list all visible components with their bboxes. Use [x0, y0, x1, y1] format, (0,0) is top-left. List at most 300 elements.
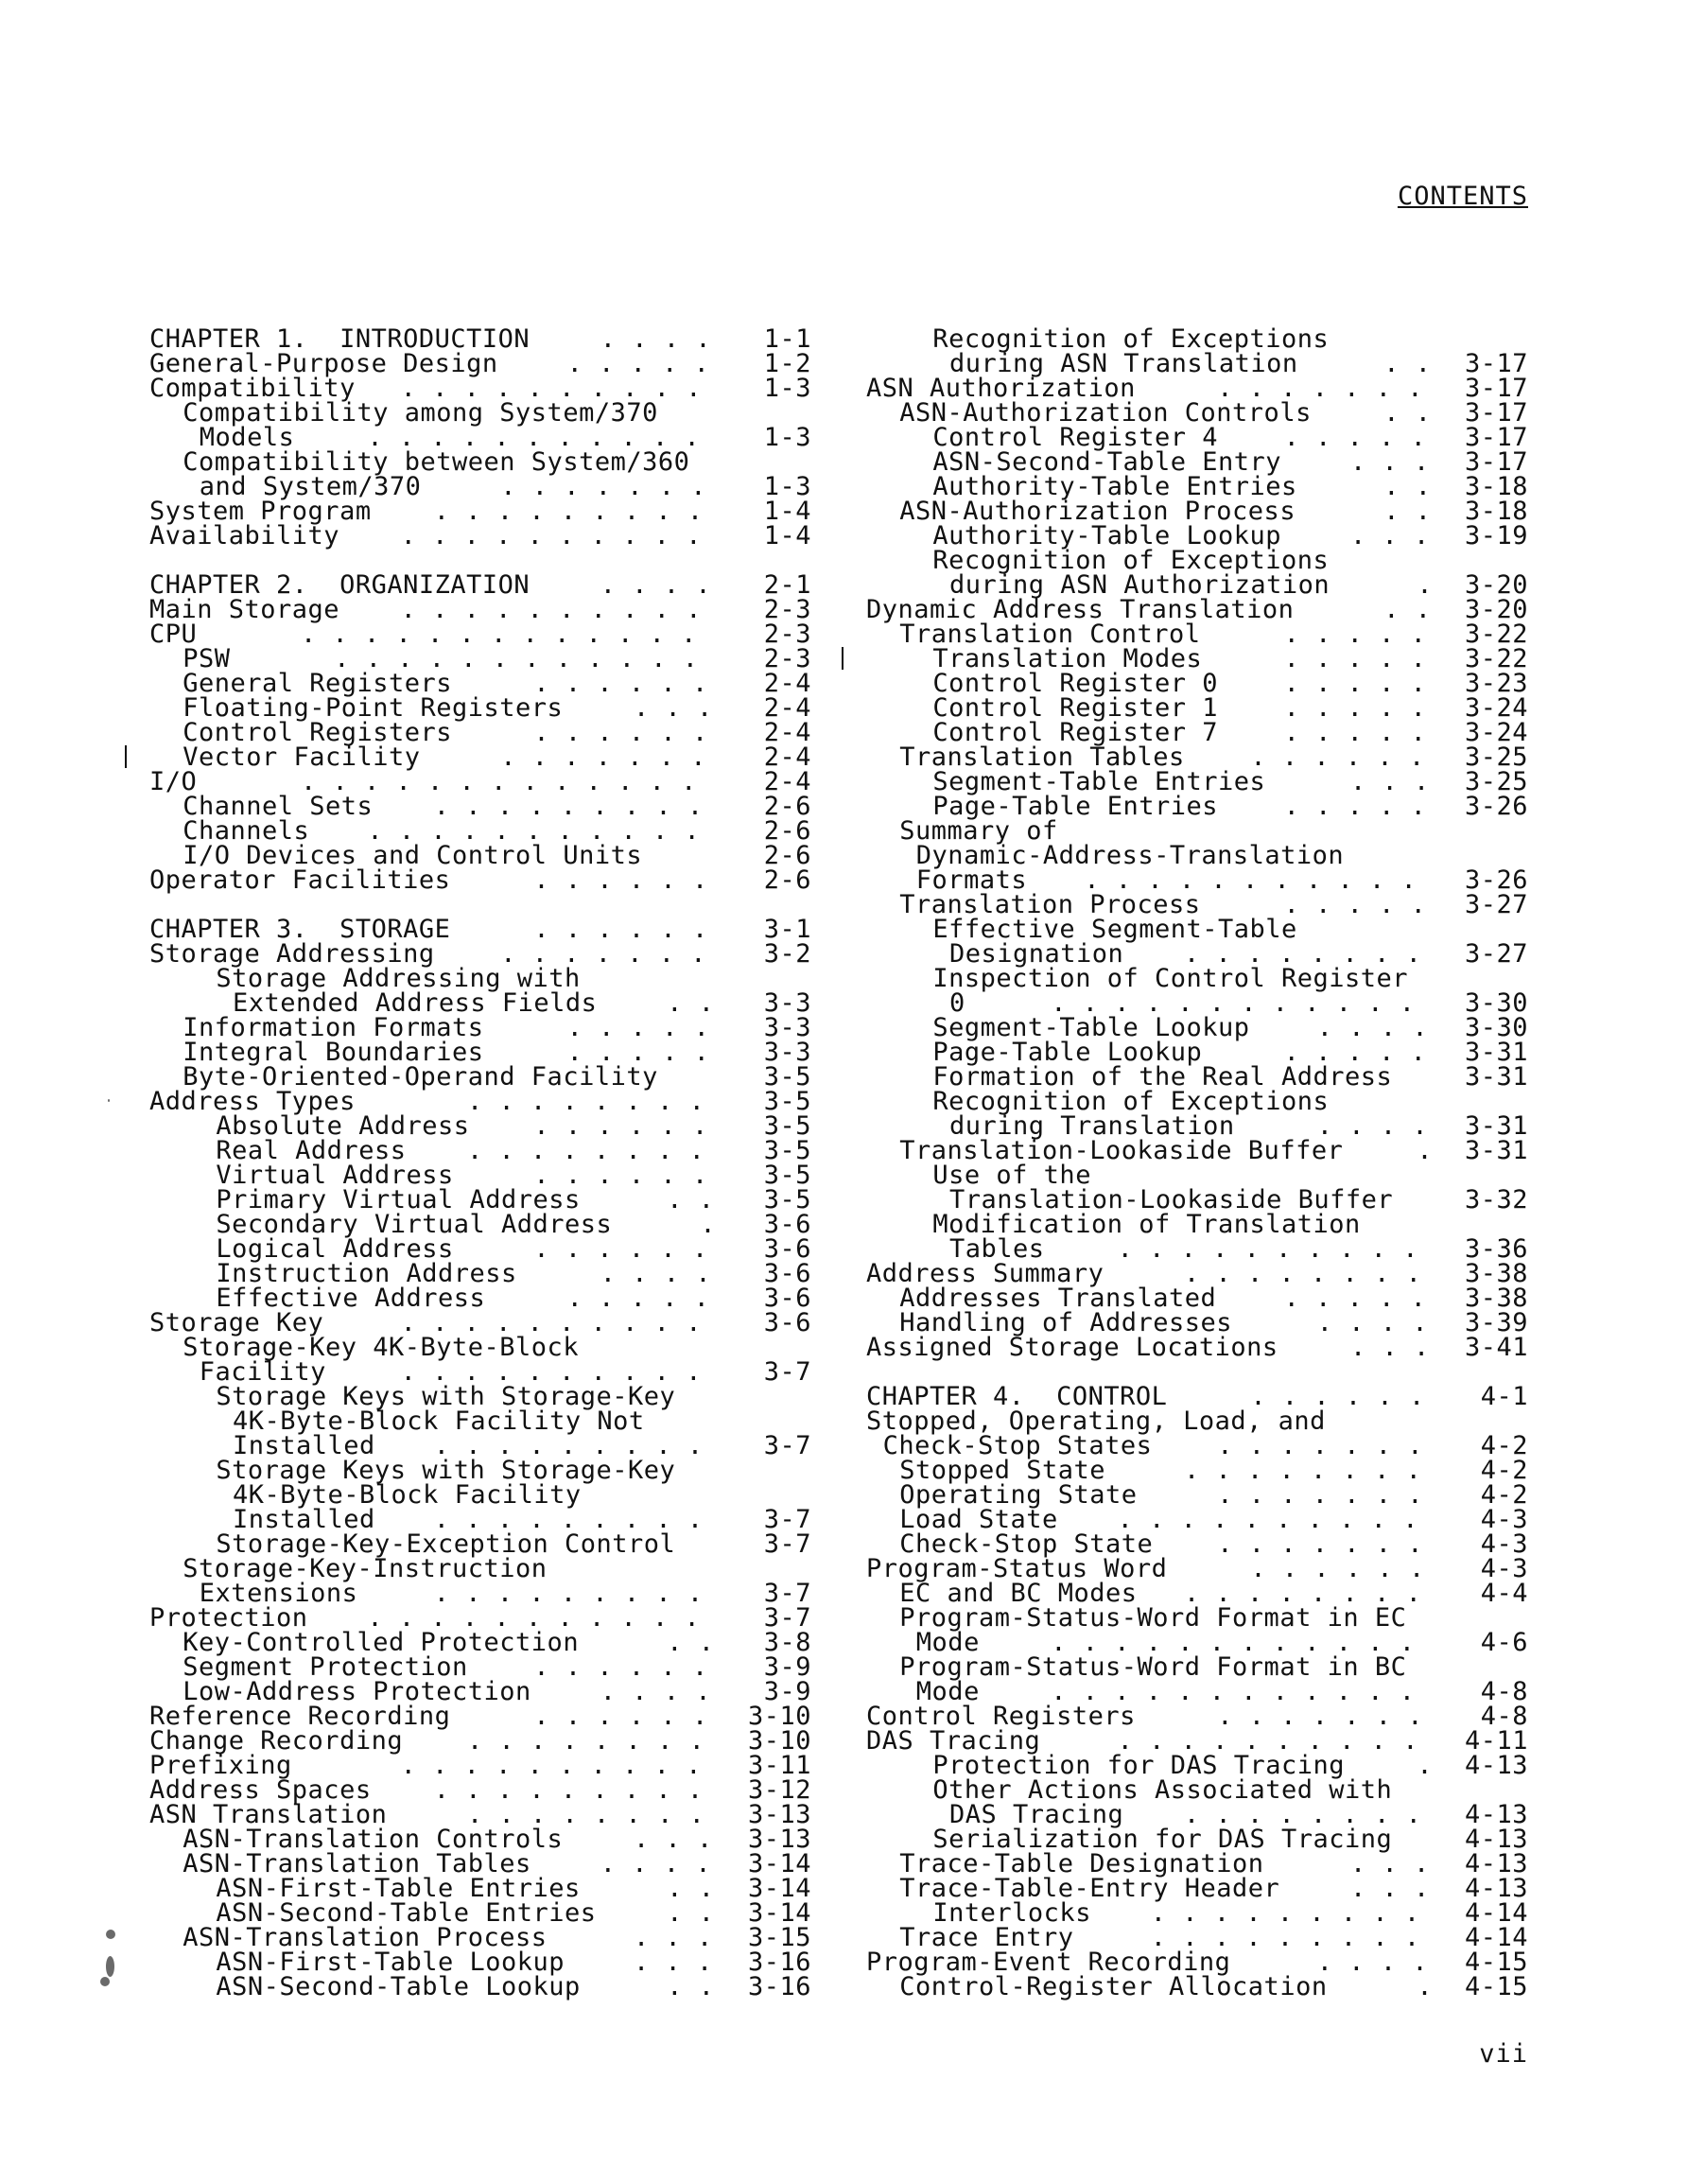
toc-leader-dots: . . . . . . . — [1217, 1529, 1424, 1559]
toc-entry-title: Integral Boundaries — [183, 1038, 484, 1067]
toc-entry-title: Check-Stop States — [882, 1431, 1153, 1460]
toc-entry-title: ASN-Authorization Process — [899, 497, 1296, 526]
toc-entry-title: Control-Register Allocation — [899, 1972, 1328, 2001]
toc-page-number: 3-7 — [763, 1357, 811, 1387]
toc-leader-dots: . . . . . . . . — [1184, 1800, 1422, 1829]
toc-entry-title: Storage-Key 4K-Byte-Block — [183, 1333, 580, 1362]
toc-page-number: 4-14 — [1464, 1923, 1528, 1952]
toc-page-number: 3-6 — [763, 1210, 811, 1239]
toc-page-number: 4-2 — [1480, 1431, 1528, 1460]
toc-entry-title: Control Registers — [183, 718, 453, 747]
toc-entry-title: ASN-Authorization Controls — [899, 398, 1312, 428]
toc-page-number: 1-3 — [763, 472, 811, 501]
toc-page-number: 3-32 — [1464, 1185, 1528, 1214]
toc-page-number: 3-6 — [763, 1259, 811, 1288]
toc-entry-title: Translation-Lookaside Buffer — [899, 1136, 1344, 1165]
toc-leader-dots: . — [1417, 1972, 1434, 2001]
toc-page-number: 3-36 — [1464, 1234, 1528, 1264]
toc-leader-dots: . . . — [1350, 1874, 1430, 1903]
toc-leader-dots: . . . . . . . . . . . . — [334, 644, 699, 673]
toc-leader-dots: . . . — [634, 1825, 713, 1854]
toc-entry-title: DAS Tracing — [866, 1726, 1041, 1756]
toc-entry-title: Extensions — [199, 1579, 358, 1608]
toc-entry-title: Segment-Table Entries — [932, 767, 1266, 796]
toc-entry-title: Formation of the Real Address — [932, 1062, 1393, 1092]
toc-entry-title: Address Spaces — [149, 1775, 372, 1805]
toc-page-number: 3-3 — [763, 1038, 811, 1067]
toc-leader-dots: . . . . — [1316, 1948, 1429, 1977]
toc-page-number: 3-20 — [1464, 570, 1528, 600]
toc-page-number: 3-24 — [1464, 693, 1528, 723]
toc-leader-dots: . . . . . . . — [500, 939, 707, 969]
toc-leader-dots: . . . . . . — [533, 1111, 708, 1141]
toc-page-number: 2-6 — [763, 816, 811, 846]
toc-entry-title: Interlocks — [932, 1898, 1091, 1928]
revision-change-bar — [842, 647, 844, 670]
toc-entry-title: Authority-Table Entries — [932, 472, 1297, 501]
toc-leader-dots: . . . . — [1316, 1013, 1429, 1042]
toc-entry-title: Compatibility between System/360 — [183, 447, 690, 477]
toc-leader-dots: . . . . . . . . — [467, 1800, 705, 1829]
toc-entry-title: Modification of Translation — [932, 1210, 1361, 1239]
toc-leader-dots: . . . . . — [1283, 718, 1427, 747]
toc-entry-title: Operating State — [899, 1480, 1138, 1510]
toc-leader-dots: . . . — [634, 1923, 713, 1952]
toc-leader-dots: . . . . . . . . . . . — [367, 423, 701, 452]
toc-right-column — [866, 324, 1528, 2001]
toc-page-number: 3-23 — [1464, 669, 1528, 698]
toc-leader-dots: . . . . . . . . . . . — [1084, 865, 1417, 895]
toc-page-number: 3-5 — [763, 1062, 811, 1092]
toc-leader-dots: . . . . . . . — [500, 743, 707, 772]
toc-page-number: 3-17 — [1464, 349, 1528, 378]
toc-page-number: 3-17 — [1464, 374, 1528, 403]
toc-entry-title: Main Storage — [149, 595, 340, 624]
toc-page-number: 3-5 — [763, 1111, 811, 1141]
toc-page-number: 4-4 — [1480, 1579, 1528, 1608]
toc-leader-dots: . . . . . . . . . . — [400, 1308, 702, 1337]
toc-page-number: 2-3 — [763, 644, 811, 673]
toc-page-number: 4-15 — [1464, 1948, 1528, 1977]
toc-entry-title: during ASN Authorization — [949, 570, 1330, 600]
toc-page-number: 4-13 — [1464, 1874, 1528, 1903]
toc-entry-title: Recognition of Exceptions — [932, 324, 1330, 354]
toc-leader-dots: . . . . . . . . — [1184, 1456, 1422, 1485]
toc-page-number: 3-31 — [1464, 1038, 1528, 1067]
toc-page-number: 3-1 — [763, 915, 811, 944]
toc-entry-title: Translation Control — [899, 620, 1201, 649]
toc-page-number: 4-8 — [1480, 1702, 1528, 1731]
toc-page-number: 4-1 — [1480, 1382, 1528, 1411]
toc-page-number: 4-3 — [1480, 1529, 1528, 1559]
toc-leader-dots: . . . . . . . . . . — [1117, 1234, 1418, 1264]
toc-entry-title: CHAPTER 3. STORAGE — [149, 915, 451, 944]
toc-leader-dots: . . . . — [600, 324, 712, 354]
toc-page-number: 3-6 — [763, 1234, 811, 1264]
toc-left-column — [149, 324, 811, 2001]
toc-page-number: 3-10 — [747, 1726, 811, 1756]
toc-entry-title: Storage Keys with Storage-Key — [216, 1456, 676, 1485]
toc-entry — [866, 1972, 1528, 2001]
toc-page-number: 2-4 — [763, 693, 811, 723]
toc-page-number: 4-15 — [1464, 1972, 1528, 2001]
toc-page-number: 3-2 — [763, 939, 811, 969]
toc-entry-title: CHAPTER 1. INTRODUCTION — [149, 324, 530, 354]
toc-entry-title: Translation Tables — [899, 743, 1185, 772]
toc-leader-dots: . . . — [1350, 1849, 1430, 1878]
toc-page-number: 2-4 — [763, 743, 811, 772]
toc-page-number: 3-14 — [747, 1849, 811, 1878]
toc-page-number: 3-17 — [1464, 447, 1528, 477]
toc-entry-title: Check-Stop State — [899, 1529, 1154, 1559]
toc-entry-title: Effective Segment-Table — [932, 915, 1297, 944]
toc-leader-dots: . . . . . — [1283, 620, 1427, 649]
toc-leader-dots: . . . . . — [1283, 693, 1427, 723]
page-number: vii — [1479, 2039, 1528, 2069]
toc-leader-dots: . . . . . . . . . — [433, 1579, 704, 1608]
toc-page-number: 2-6 — [763, 841, 811, 870]
toc-leader-dots: . . . . . . — [533, 718, 708, 747]
toc-entry-title: Protection for DAS Tracing — [932, 1751, 1346, 1780]
toc-leader-dots: . . . . — [600, 1259, 712, 1288]
toc-entry-title: Logical Address — [216, 1234, 454, 1264]
toc-page-number: 3-22 — [1464, 620, 1528, 649]
toc-entry-title: PSW — [183, 644, 231, 673]
toc-leader-dots: . . — [1383, 349, 1432, 378]
toc-leader-dots: . . . . . . — [533, 669, 708, 698]
toc-entry-title: Dynamic-Address-Translation — [915, 841, 1345, 870]
toc-page-number: 3-7 — [763, 1603, 811, 1633]
toc-leader-dots: . . . . . . . . — [1184, 939, 1422, 969]
toc-entry — [866, 1333, 1528, 1362]
toc-leader-dots: . . . . . . — [533, 1234, 708, 1264]
toc-leader-dots: . . — [1383, 497, 1432, 526]
toc-page-number: 2-4 — [763, 669, 811, 698]
toc-entry-title: ASN-Second-Table Entry — [932, 447, 1282, 477]
toc-entry-title: during Translation — [949, 1111, 1235, 1141]
toc-page-number: 3-31 — [1464, 1111, 1528, 1141]
toc-leader-dots: . . . . . . . . . . — [400, 1751, 702, 1780]
toc-leader-dots: . . — [667, 1874, 715, 1903]
toc-leader-dots: . . . . — [1316, 1308, 1429, 1337]
toc-leader-dots: . . . . . . . . — [467, 1726, 705, 1756]
toc-leader-dots: . . . . . . . . . — [1150, 1923, 1420, 1952]
revision-change-bar — [125, 745, 127, 768]
toc-leader-dots: . . . . . — [1283, 1038, 1427, 1067]
toc-page-number: 2-6 — [763, 865, 811, 895]
toc-leader-dots: . . . — [1350, 521, 1430, 550]
toc-page-number: 3-24 — [1464, 718, 1528, 747]
toc-page-number: 1-4 — [763, 521, 811, 550]
toc-entry-title: ASN Translation — [149, 1800, 388, 1829]
toc-entry-title: Low-Address Protection — [183, 1677, 531, 1706]
toc-entry-title: Program-Status-Word Format in BC — [899, 1652, 1407, 1682]
toc-page-number: 3-13 — [747, 1800, 811, 1829]
toc-page-number: 2-6 — [763, 792, 811, 821]
toc-page-number: 1-2 — [763, 349, 811, 378]
toc-leader-dots: . — [1417, 1751, 1434, 1780]
toc-page-number: 3-38 — [1464, 1284, 1528, 1313]
toc-leader-dots: . . . . . . . — [1217, 1431, 1424, 1460]
toc-page-number: 2-1 — [763, 570, 811, 600]
toc-entry-title: Formats — [915, 865, 1028, 895]
toc-entry-title: ASN-Translation Process — [183, 1923, 548, 1952]
toc-leader-dots: . . — [1383, 472, 1432, 501]
toc-page-number: 4-14 — [1464, 1898, 1528, 1928]
toc-entry-title: Trace-Table Designation — [899, 1849, 1264, 1878]
toc-leader-dots: . . . . . . . . . . — [1117, 1726, 1418, 1756]
toc-page-number: 4-13 — [1464, 1751, 1528, 1780]
toc-page-number: 1-3 — [763, 374, 811, 403]
toc-leader-dots: . . — [667, 1185, 715, 1214]
toc-leader-dots: . . . . . — [1283, 423, 1427, 452]
toc-entry-title: Prefixing — [149, 1751, 292, 1780]
toc-page-number: 4-13 — [1464, 1849, 1528, 1878]
toc-page-number: 3-18 — [1464, 472, 1528, 501]
toc-entry — [149, 521, 811, 550]
toc-page-number: 4-2 — [1480, 1456, 1528, 1485]
toc-leader-dots: . — [1417, 570, 1434, 600]
toc-entry-title: Trace-Table-Entry Header — [899, 1874, 1280, 1903]
toc-entry-title: Storage-Key-Instruction — [183, 1554, 548, 1583]
toc-page-number: 4-2 — [1480, 1480, 1528, 1510]
toc-leader-dots: . . — [667, 988, 715, 1018]
toc-entry-title: Vector Facility — [183, 743, 421, 772]
toc-entry-title: ASN-Translation Controls — [183, 1825, 564, 1854]
toc-page-number: 3-16 — [747, 1972, 811, 2001]
toc-page-number: 3-3 — [763, 1013, 811, 1042]
toc-leader-dots: . . . . . . . . . . — [1117, 1505, 1418, 1534]
toc-leader-dots: . . . . . . . . — [1184, 1579, 1422, 1608]
toc-entry-title: Segment-Table Lookup — [932, 1013, 1250, 1042]
toc-leader-dots: . . . . . . . . . — [433, 1505, 704, 1534]
toc-entry-title: ASN-First-Table Lookup — [216, 1948, 565, 1977]
toc-entry-title: Virtual Address — [216, 1161, 454, 1190]
toc-entry-title: Storage Key — [149, 1308, 324, 1337]
toc-entry-title: Protection — [149, 1603, 308, 1633]
toc-leader-dots: . . . . — [600, 1677, 712, 1706]
toc-entry-title: Mode — [915, 1677, 980, 1706]
toc-entry-title: Address Summary — [866, 1259, 1104, 1288]
toc-entry-title: Control Register 7 — [932, 718, 1218, 747]
toc-leader-dots: . . — [667, 1628, 715, 1657]
toc-entry-title: Primary Virtual Address — [216, 1185, 581, 1214]
toc-entry-title: CPU — [149, 620, 198, 649]
toc-page-number: 4-13 — [1464, 1825, 1528, 1854]
toc-entry-title: Summary of — [899, 816, 1058, 846]
toc-leader-dots: . . . — [1350, 767, 1430, 796]
toc-leader-dots: . . . . . . . . . . . — [367, 1603, 701, 1633]
toc-entry-title: Recognition of Exceptions — [932, 1087, 1330, 1116]
toc-page-number: 3-15 — [747, 1923, 811, 1952]
scan-speck — [106, 1930, 115, 1939]
toc-page-number: 3-20 — [1464, 595, 1528, 624]
toc-entry-title: Page-Table Entries — [932, 792, 1218, 821]
toc-entry-title: Storage Addressing with — [216, 964, 581, 993]
toc-entry-title: Installed — [233, 1505, 375, 1534]
toc-entry-title: Reference Recording — [149, 1702, 451, 1731]
toc-entry-title: Key-Controlled Protection — [183, 1628, 580, 1657]
toc-leader-dots: . . . . . — [1283, 1284, 1427, 1313]
toc-page-number: 3-31 — [1464, 1136, 1528, 1165]
toc-leader-dots: . . . . . . . . . . — [400, 1357, 702, 1387]
toc-page-number: 3-25 — [1464, 743, 1528, 772]
toc-page-number: 1-1 — [763, 324, 811, 354]
toc-entry-title: Stopped, Operating, Load, and — [866, 1406, 1326, 1436]
toc-entry-title: Handling of Addresses — [899, 1308, 1233, 1337]
toc-leader-dots: . . . . . . . . . . . . — [1051, 1677, 1416, 1706]
toc-entry-title: Storage Keys with Storage-Key — [216, 1382, 676, 1411]
toc-page-number: 3-38 — [1464, 1259, 1528, 1288]
toc-leader-dots: . . . . . . — [533, 915, 708, 944]
toc-entry-title: Designation — [949, 939, 1124, 969]
toc-leader-dots: . . . . . . — [533, 1702, 708, 1731]
toc-entry-title: I/O — [149, 767, 198, 796]
toc-leader-dots: . . . . . . . . . . — [400, 595, 702, 624]
toc-leader-dots: . . — [667, 1972, 715, 2001]
toc-page-number: 3-27 — [1464, 939, 1528, 969]
toc-entry-title: ASN-First-Table Entries — [216, 1874, 581, 1903]
toc-entry-title: Load State — [899, 1505, 1058, 1534]
toc-leader-dots: . . . . . . . . . — [433, 792, 704, 821]
toc-page-number: 3-26 — [1464, 865, 1528, 895]
toc-entry-title: Secondary Virtual Address — [216, 1210, 613, 1239]
toc-entry-title: Byte-Oriented-Operand Facility — [183, 1062, 658, 1092]
toc-entry-title: Mode — [915, 1628, 980, 1657]
toc-entry-title: Segment Protection — [183, 1652, 468, 1682]
toc-leader-dots: . . . . . . . . . . — [400, 521, 702, 550]
toc-entry-title: EC and BC Modes — [899, 1579, 1138, 1608]
toc-entry-title: Use of the — [932, 1161, 1091, 1190]
toc-leader-dots: . . . — [1350, 447, 1430, 477]
toc-entry-title: Page-Table Lookup — [932, 1038, 1203, 1067]
toc-entry-title: Translation-Lookaside Buffer — [949, 1185, 1394, 1214]
toc-page-number: 3-5 — [763, 1087, 811, 1116]
toc-leader-dots: . . . . . . — [1250, 1554, 1425, 1583]
toc-leader-dots: . — [700, 1210, 717, 1239]
toc-page-number: 3-14 — [747, 1898, 811, 1928]
toc-entry-title: Availability — [149, 521, 340, 550]
toc-page-number: 3-12 — [747, 1775, 811, 1805]
toc-leader-dots: . . . . . — [566, 1013, 710, 1042]
toc-leader-dots: . . . . . . . . — [467, 1136, 705, 1165]
toc-entry-title: Program-Event Recording — [866, 1948, 1231, 1977]
toc-entry-title: Address Types — [149, 1087, 356, 1116]
toc-entry-title: Control Register 0 — [932, 669, 1218, 698]
toc-leader-dots: . . . . . . . . . — [433, 1431, 704, 1460]
toc-entry-title: ASN-Second-Table Lookup — [216, 1972, 581, 2001]
toc-leader-dots: . . . . . . — [1250, 1382, 1425, 1411]
toc-page-number: 2-3 — [763, 620, 811, 649]
toc-entry — [149, 1972, 811, 2001]
toc-entry-title: General-Purpose Design — [149, 349, 498, 378]
toc-entry-title: Dynamic Address Translation — [866, 595, 1295, 624]
toc-leader-dots: . . . . . . . — [500, 472, 707, 501]
toc-page-number: 3-14 — [747, 1874, 811, 1903]
toc-leader-dots: . . . . . . . . . — [433, 497, 704, 526]
toc-page-number: 3-22 — [1464, 644, 1528, 673]
toc-leader-dots: . . — [1383, 595, 1432, 624]
toc-page-number: 2-4 — [763, 767, 811, 796]
toc-leader-dots: . . . . — [600, 570, 712, 600]
toc-entry-title: ASN-Second-Table Entries — [216, 1898, 597, 1928]
toc-page-number: 3-6 — [763, 1284, 811, 1313]
toc-page-number: 3-6 — [763, 1308, 811, 1337]
toc-entry-title: ASN Authorization — [866, 374, 1136, 403]
toc-leader-dots: . . . . . . . — [1217, 1702, 1424, 1731]
toc-leader-dots: . . . . . . . . — [467, 1087, 705, 1116]
toc-leader-dots: . . . . . — [566, 1284, 710, 1313]
toc-leader-dots: . . . . . . . . . — [433, 1775, 704, 1805]
toc-entry-title: General Registers — [183, 669, 453, 698]
toc-entry-title: Information Formats — [183, 1013, 484, 1042]
toc-entry-title: Storage Addressing — [149, 939, 435, 969]
toc-entry-title: CHAPTER 4. CONTROL — [866, 1382, 1168, 1411]
toc-entry-title: during ASN Translation — [949, 349, 1298, 378]
toc-page-number: 4-3 — [1480, 1505, 1528, 1534]
toc-leader-dots: . . . . . . . . . . . . — [1051, 988, 1416, 1018]
toc-entry-title: Floating-Point Registers — [183, 693, 564, 723]
toc-entry-title: Stopped State — [899, 1456, 1106, 1485]
toc-entry-title: Addresses Translated — [899, 1284, 1217, 1313]
toc-leader-dots: . . . . . . — [533, 865, 708, 895]
toc-leader-dots: . . . . . . . . . . — [400, 374, 702, 403]
toc-page-number: 3-10 — [747, 1702, 811, 1731]
toc-page-number: 3-7 — [763, 1579, 811, 1608]
toc-page-number: 3-9 — [763, 1652, 811, 1682]
toc-entry-title: Facility — [199, 1357, 326, 1387]
toc-page-number: 3-7 — [763, 1529, 811, 1559]
toc-page-number: 3-7 — [763, 1431, 811, 1460]
toc-leader-dots: . . . . . . . — [1217, 374, 1424, 403]
toc-page-number: 3-39 — [1464, 1308, 1528, 1337]
toc-page-number: 3-5 — [763, 1136, 811, 1165]
toc-entry-title: Translation Modes — [932, 644, 1203, 673]
toc-leader-dots: . . . . . . . — [1217, 1480, 1424, 1510]
toc-page-number: 3-30 — [1464, 988, 1528, 1018]
toc-leader-dots: . . . — [634, 693, 713, 723]
toc-leader-dots: . . . . . . . . — [1184, 1259, 1422, 1288]
toc-leader-dots: . . . — [634, 1948, 713, 1977]
scan-speck — [100, 1977, 110, 1986]
toc-entry-title: Storage-Key-Exception Control — [216, 1529, 676, 1559]
toc-page-number: 3-5 — [763, 1161, 811, 1190]
toc-page-number: 3-30 — [1464, 1013, 1528, 1042]
toc-leader-dots: . . . . . . . . . . . . . — [301, 620, 697, 649]
toc-entry-title: Recognition of Exceptions — [932, 546, 1330, 575]
toc-leader-dots: . . . . . — [1283, 890, 1427, 919]
toc-leader-dots: . . . . . . — [1250, 743, 1425, 772]
toc-entry — [149, 865, 811, 895]
toc-leader-dots: . . — [667, 1898, 715, 1928]
toc-entry-title: ASN-Translation Tables — [183, 1849, 531, 1878]
toc-leader-dots: . . . . . — [1283, 792, 1427, 821]
toc-entry-title: Extended Address Fields — [233, 988, 598, 1018]
toc-entry-title: CHAPTER 2. ORGANIZATION — [149, 570, 530, 600]
toc-page-number: 3-11 — [747, 1751, 811, 1780]
toc-page-number: 2-3 — [763, 595, 811, 624]
toc-entry-title: Control Register 1 — [932, 693, 1218, 723]
toc-page-number: 1-3 — [763, 423, 811, 452]
toc-page-number: 3-9 — [763, 1677, 811, 1706]
toc-leader-dots: . . . — [1350, 1333, 1430, 1362]
toc-entry-title: Instruction Address — [216, 1259, 517, 1288]
toc-leader-dots: . — [1417, 1136, 1434, 1165]
toc-entry-title: Assigned Storage Locations — [866, 1333, 1278, 1362]
toc-leader-dots: . . . . . . . . . . . . . — [301, 767, 697, 796]
toc-page-number: 3-17 — [1464, 398, 1528, 428]
toc-leader-dots: . . . . — [1316, 1111, 1429, 1141]
